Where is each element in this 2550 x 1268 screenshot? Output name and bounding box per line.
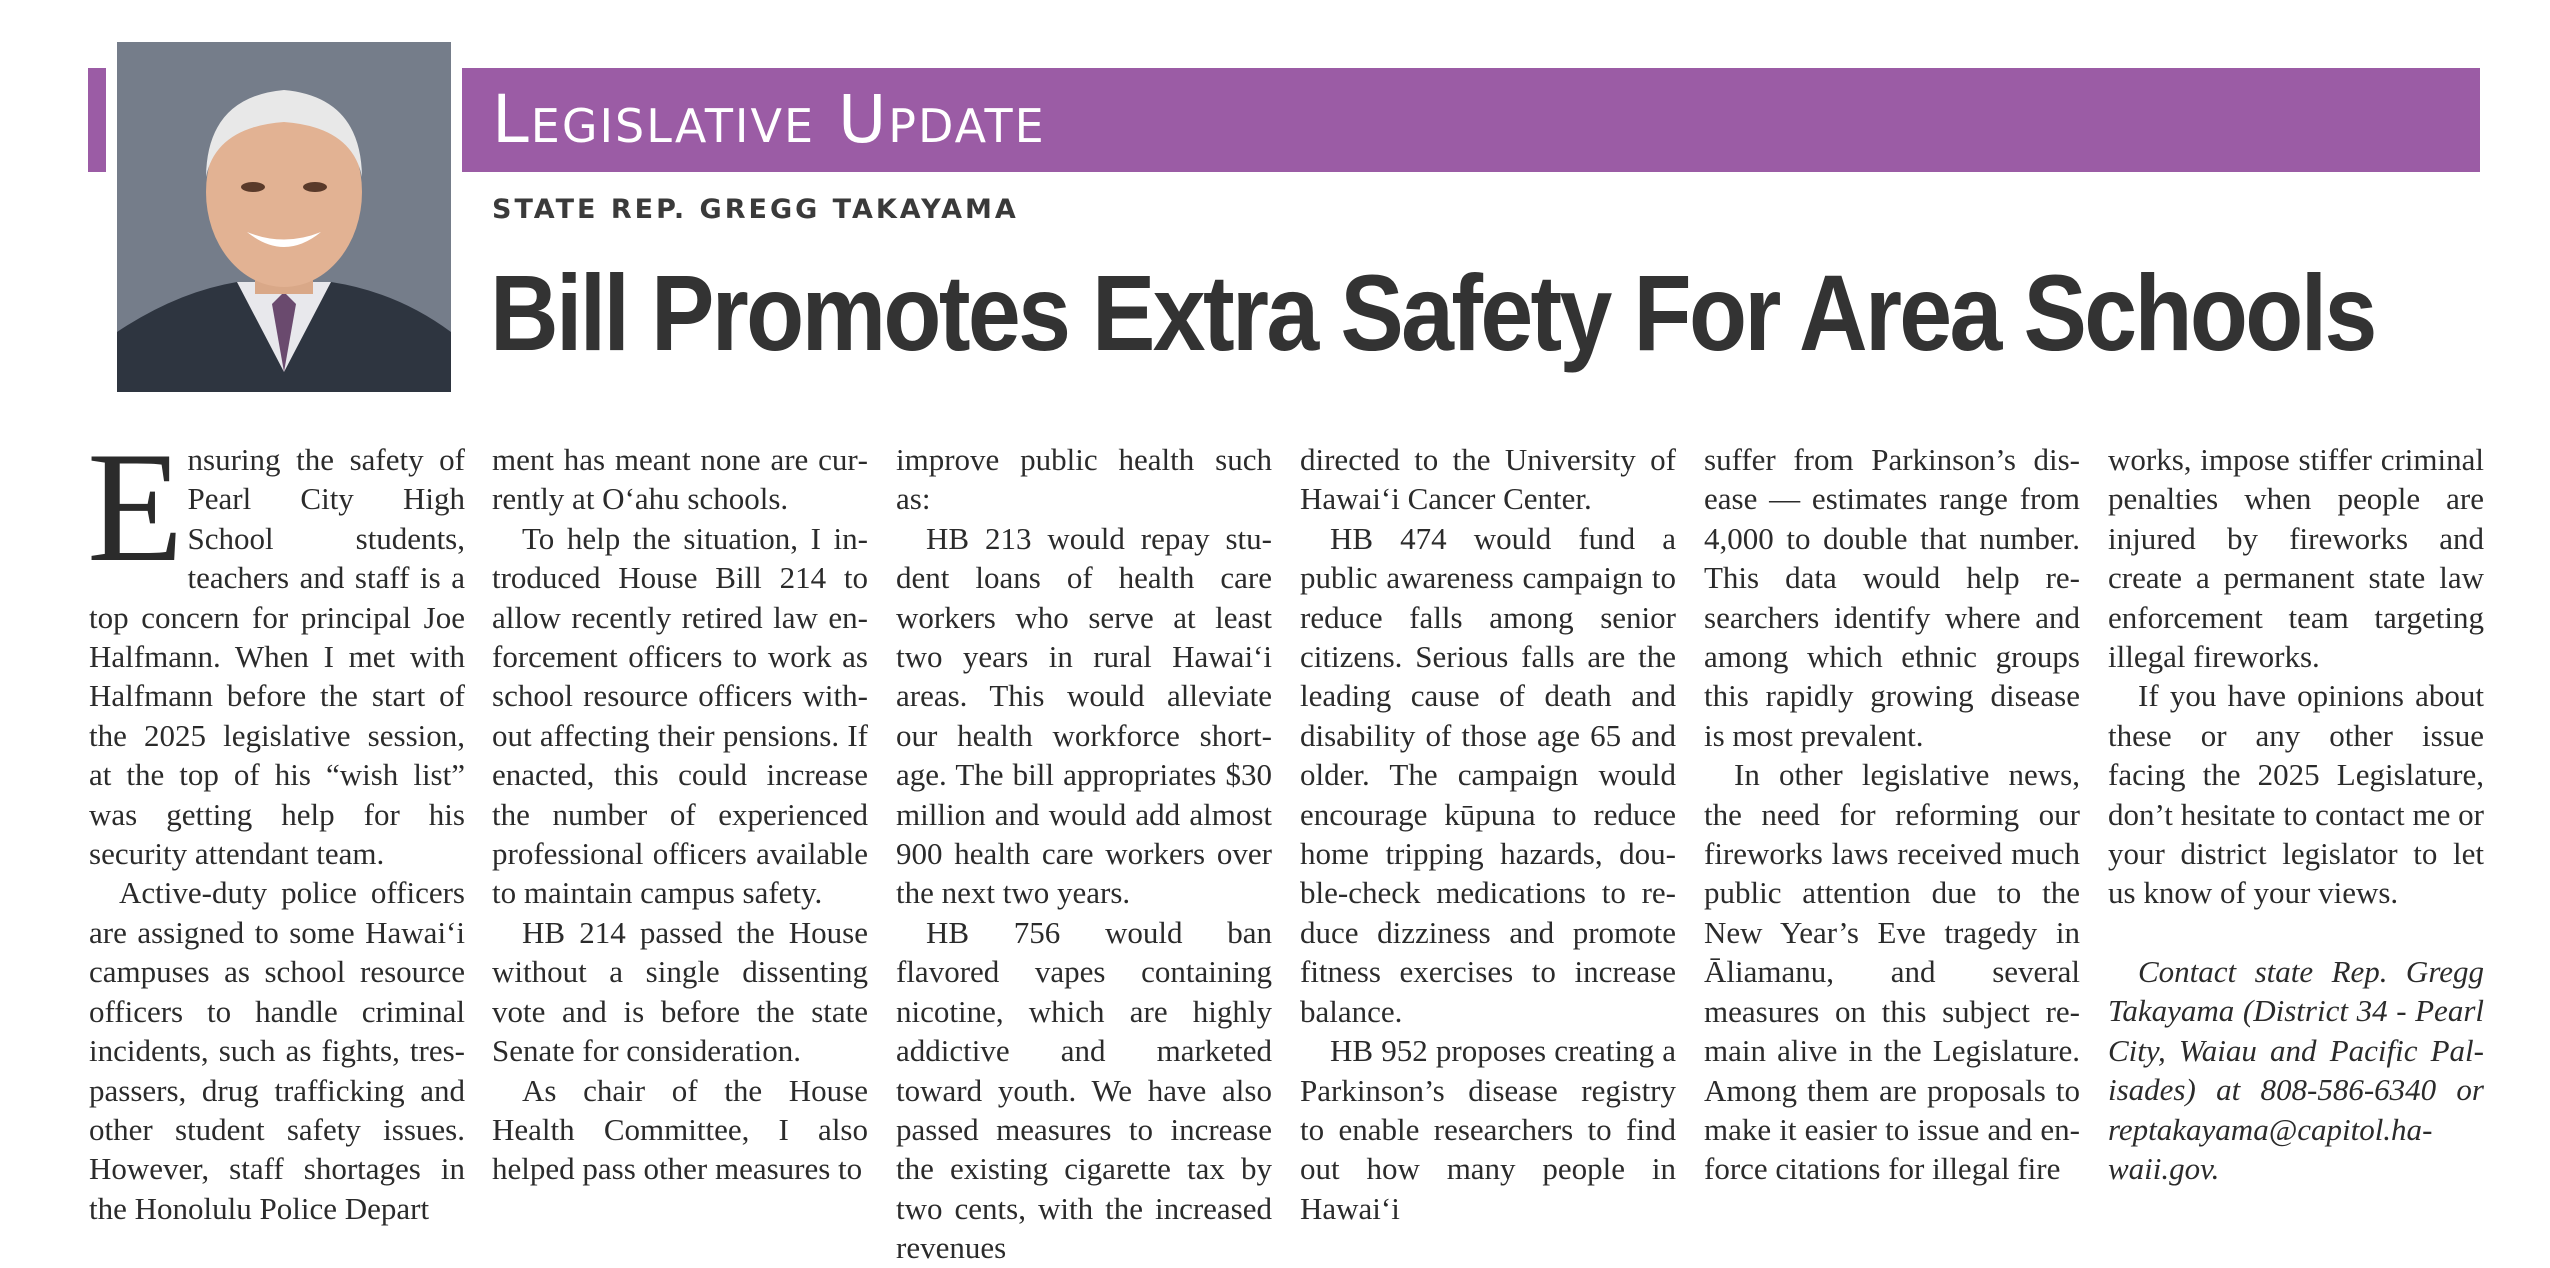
article-headline: Bill Promotes Extra Safety For Area Schools	[490, 252, 2375, 373]
paragraph: HB 214 passed the House without a single dissenting vote and is before the state Senate for consideration.	[492, 914, 868, 1069]
section-banner	[462, 68, 2480, 172]
paragraph: HB 213 would repay student loans of health care workers who serve at least two years in rural Hawai‘i areas. This would alleviate our health workforce shortage. The bill appropriates $30 million and would add almost 900 health care workers over the next two years.	[896, 520, 1272, 911]
paragraph: HB 952 proposes creating a Parkinson’s disease registry to enable researchers to find out how many people in Hawai‘i	[1300, 1033, 1676, 1226]
paragraph: Active-duty police officers are assigned to some Hawai‘i campuses as school resource officers to handle criminal incidents, such as fights, trespassers, drug trafficking and other student safety issues. However, staff shortages in the Honolulu Police Depart	[89, 875, 465, 1226]
paragraph: works, impose stiffer criminal penalties when people are injured by fireworks and create a permanent state law enforcement team targeting illegal fireworks.	[2108, 442, 2484, 675]
article-column-4	[1300, 440, 1676, 1228]
paragraph: ment has meant none are currently at O‘ahu schools.	[492, 442, 868, 517]
contact-info: Contact state Rep. Gregg Takayama (District 34 - Pearl City, Waiau and Pacific Palisades) at 808-586-6340 or reptakayama@capitol.hawaii.gov.	[2108, 953, 2484, 1186]
paragraph: improve public health such as:	[896, 442, 1272, 517]
article-column-5	[1704, 440, 2080, 1189]
paragraph: HB 474 would fund a public awareness campaign to reduce falls among senior citizens. Serious falls are the leading cause of death and disability of those age 65 and older. The campaign would encourage kūpuna to reduce home tripping hazards, double-check medications to reduce dizziness and promote fitness exercises to increase balance.	[1300, 520, 1676, 1029]
section-title: Legislative Update	[492, 81, 1046, 158]
article-column-2	[492, 440, 868, 1189]
author-byline: STATE REP. GREGG TAKAYAMA	[492, 194, 1019, 225]
paragraph: directed to the University of Hawai‘i Cancer Center.	[1300, 442, 1676, 517]
author-photo	[117, 42, 451, 392]
paragraph: To help the situation, I introduced House Bill 214 to allow recently retired law enforcement officers to work as school resource officers without affecting their pensions. If enacted, this could increase the number of experienced professional officers available to maintain campus safety.	[492, 520, 868, 911]
paragraph: As chair of the House Health Committee, I also helped pass other measures to	[492, 1072, 868, 1187]
drop-cap: E	[87, 420, 184, 595]
paragraph	[87, 420, 465, 873]
paragraph: If you have opinions about these or any other issue facing the 2025 Legislature, don’t hesitate to contact me or your district legislator to let us know of your views.	[2108, 678, 2484, 911]
paragraph: suffer from Parkinson’s disease — estimates range from 4,000 to double that number. This data would help researchers identify where and among which ethnic groups this rapidly growing disease is most prevalent.	[1704, 442, 2080, 753]
article-column-6	[2108, 440, 2484, 1188]
article-column-3	[896, 440, 1272, 1268]
banner-accent-left	[88, 68, 106, 172]
article-column-1	[87, 420, 465, 1228]
paragraph: In other legislative news, the need for reforming our fireworks laws received much public attention due to the New Year’s Eve tragedy in Āliamanu, and several measures on this subject remain alive in the Legislature. Among them are proposals to make it easier to issue and enforce citations for illegal fire	[1704, 757, 2080, 1187]
paragraph: HB 756 would ban flavored vapes containing nicotine, which are highly addictive and marketed toward youth. We have also passed measures to increase the existing cigarette tax by two cents, with the increased revenues	[896, 914, 1272, 1266]
paragraph-text: nsuring the safety of Pearl City High School students, teachers and staff is a top concern for principal Joe Halfmann. When I met with Halfmann before the start of the 2025 legislative session, at the top of his “wish list” was getting help for his security attendant team.	[89, 442, 465, 872]
